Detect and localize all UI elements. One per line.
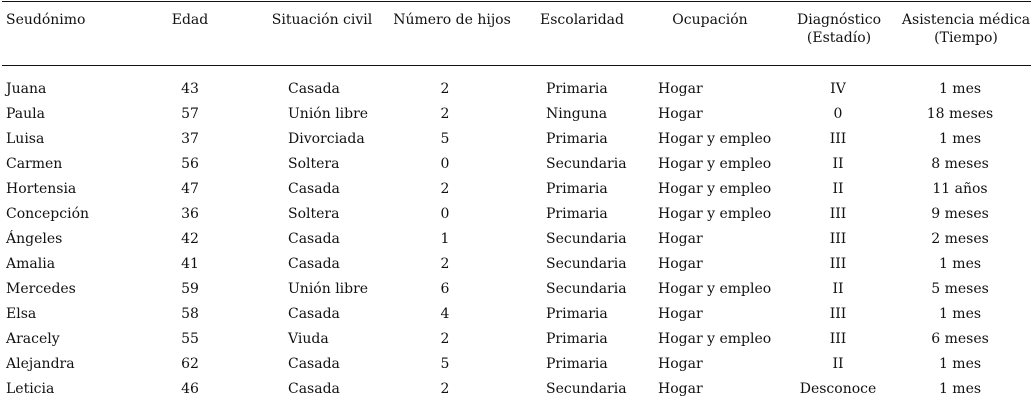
cell-numero-hijos: 6 (440, 281, 450, 297)
cell-numero-hijos: 5 (440, 131, 450, 147)
cell-edad: 37 (181, 131, 199, 147)
cell-situacion-civil: Casada (288, 231, 340, 247)
cell-numero-hijos: 2 (440, 106, 450, 122)
cell-situacion-civil: Casada (288, 356, 340, 372)
header-rule (2, 65, 1031, 66)
cell-seudonimo: Alejandra (6, 356, 75, 372)
cell-diagnostico: 0 (833, 106, 843, 122)
table-row (0, 230, 1033, 255)
cell-situacion-civil: Casada (288, 181, 340, 197)
cell-situacion-civil: Casada (288, 381, 340, 397)
header-asistencia-line2: (Tiempo) (934, 30, 998, 46)
cell-ocupacion: Hogar y empleo (658, 131, 772, 147)
cell-ocupacion: Hogar (658, 106, 703, 122)
cell-escolaridad: Secundaria (546, 281, 627, 297)
cell-edad: 58 (181, 306, 199, 322)
header-seudonimo: Seudónimo (6, 12, 86, 28)
cell-escolaridad: Primaria (546, 306, 608, 322)
cell-situacion-civil: Casada (288, 81, 340, 97)
cell-edad: 43 (181, 81, 199, 97)
cell-situacion-civil: Casada (288, 256, 340, 272)
header-diagnostico-line2: (Estadío) (806, 30, 872, 46)
cell-edad: 62 (181, 356, 199, 372)
table-row (0, 255, 1033, 280)
cell-numero-hijos: 2 (440, 181, 450, 197)
table-row (0, 330, 1033, 355)
cell-diagnostico: IV (830, 81, 846, 97)
table-row (0, 155, 1033, 180)
cell-asistencia: 18 meses (926, 106, 994, 122)
header-ocupacion: Ocupación (672, 12, 748, 28)
cell-seudonimo: Amalia (6, 256, 56, 272)
cell-ocupacion: Hogar (658, 356, 703, 372)
cell-edad: 46 (181, 381, 199, 397)
cell-diagnostico: III (829, 206, 847, 222)
cell-situacion-civil: Casada (288, 306, 340, 322)
cell-numero-hijos: 2 (440, 256, 450, 272)
cell-diagnostico: II (832, 181, 844, 197)
cell-asistencia: 5 meses (931, 281, 989, 297)
cell-asistencia: 8 meses (931, 156, 989, 172)
cell-escolaridad: Primaria (546, 356, 608, 372)
cell-escolaridad: Primaria (546, 81, 608, 97)
cell-numero-hijos: 2 (440, 81, 450, 97)
cell-seudonimo: Aracely (6, 331, 60, 347)
cell-diagnostico: III (829, 256, 847, 272)
header-asistencia-line1: Asistencia médica (901, 12, 1031, 28)
cell-diagnostico: Desconoce (799, 381, 877, 397)
cell-situacion-civil: Unión libre (288, 106, 369, 122)
cell-situacion-civil: Viuda (288, 331, 329, 347)
cell-seudonimo: Paula (6, 106, 45, 122)
table-row (0, 180, 1033, 205)
table-row (0, 355, 1033, 380)
cell-escolaridad: Primaria (546, 206, 608, 222)
cell-seudonimo: Carmen (6, 156, 63, 172)
cell-escolaridad: Primaria (546, 331, 608, 347)
cell-asistencia: 11 años (932, 181, 988, 197)
cell-seudonimo: Juana (6, 81, 47, 97)
cell-escolaridad: Primaria (546, 181, 608, 197)
cell-numero-hijos: 5 (440, 356, 450, 372)
cell-edad: 47 (181, 181, 199, 197)
cell-diagnostico: III (829, 231, 847, 247)
cell-escolaridad: Primaria (546, 131, 608, 147)
cell-edad: 41 (181, 256, 199, 272)
header-escolaridad: Escolaridad (540, 12, 624, 28)
cell-numero-hijos: 0 (440, 156, 450, 172)
header-edad: Edad (171, 12, 209, 28)
cell-edad: 36 (181, 206, 199, 222)
cell-seudonimo: Elsa (6, 306, 37, 322)
header-diagnostico-line1: Diagnóstico (796, 12, 882, 28)
cell-ocupacion: Hogar y empleo (658, 206, 772, 222)
cell-ocupacion: Hogar y empleo (658, 281, 772, 297)
header-situacion-civil: Situación civil (271, 12, 373, 28)
cell-edad: 57 (181, 106, 199, 122)
cell-situacion-civil: Soltera (288, 156, 340, 172)
cell-edad: 55 (181, 331, 199, 347)
cell-numero-hijos: 4 (440, 306, 450, 322)
cell-diagnostico: III (829, 331, 847, 347)
cell-diagnostico: III (829, 306, 847, 322)
cell-seudonimo: Leticia (6, 381, 55, 397)
cell-asistencia: 1 mes (938, 131, 982, 147)
cell-escolaridad: Secundaria (546, 231, 627, 247)
cell-edad: 42 (181, 231, 199, 247)
cell-seudonimo: Hortensia (6, 181, 77, 197)
cell-situacion-civil: Unión libre (288, 281, 369, 297)
cell-situacion-civil: Soltera (288, 206, 340, 222)
cell-numero-hijos: 2 (440, 381, 450, 397)
cell-escolaridad: Ninguna (546, 106, 608, 122)
cell-ocupacion: Hogar (658, 81, 703, 97)
cell-numero-hijos: 1 (440, 231, 450, 247)
cell-asistencia: 2 meses (931, 231, 989, 247)
cell-seudonimo: Ángeles (6, 231, 63, 247)
cell-diagnostico: II (832, 156, 844, 172)
cell-asistencia: 1 mes (938, 356, 982, 372)
cell-ocupacion: Hogar (658, 231, 703, 247)
header-numero-hijos: Número de hijos (393, 12, 511, 28)
table-row (0, 305, 1033, 330)
cell-escolaridad: Secundaria (546, 156, 627, 172)
cell-situacion-civil: Divorciada (288, 131, 365, 147)
cell-ocupacion: Hogar y empleo (658, 156, 772, 172)
top-rule (2, 1, 1031, 2)
cell-asistencia: 6 meses (931, 331, 989, 347)
cell-diagnostico: II (832, 281, 844, 297)
cell-asistencia: 1 mes (938, 381, 982, 397)
cell-ocupacion: Hogar (658, 256, 703, 272)
header-diagnostico (797, 11, 881, 47)
cell-seudonimo: Luisa (6, 131, 45, 147)
table-row (0, 280, 1033, 305)
cell-diagnostico: III (829, 131, 847, 147)
cell-escolaridad: Secundaria (546, 256, 627, 272)
cell-asistencia: 1 mes (938, 306, 982, 322)
cell-edad: 59 (181, 281, 199, 297)
table-row (0, 80, 1033, 105)
cell-ocupacion: Hogar y empleo (658, 331, 772, 347)
cell-escolaridad: Secundaria (546, 381, 627, 397)
cell-edad: 56 (181, 156, 199, 172)
cell-asistencia: 9 meses (931, 206, 989, 222)
cell-numero-hijos: 2 (440, 331, 450, 347)
header-asistencia (902, 11, 1030, 47)
cell-diagnostico: II (832, 356, 844, 372)
cell-asistencia: 1 mes (938, 81, 982, 97)
cell-ocupacion: Hogar (658, 306, 703, 322)
table-row (0, 130, 1033, 155)
cell-asistencia: 1 mes (938, 256, 982, 272)
cell-seudonimo: Mercedes (6, 281, 76, 297)
table-row (0, 380, 1033, 405)
cell-numero-hijos: 0 (440, 206, 450, 222)
cell-seudonimo: Concepción (6, 206, 90, 222)
table-row (0, 105, 1033, 130)
table-row (0, 205, 1033, 230)
cell-ocupacion: Hogar (658, 381, 703, 397)
cell-ocupacion: Hogar y empleo (658, 181, 772, 197)
